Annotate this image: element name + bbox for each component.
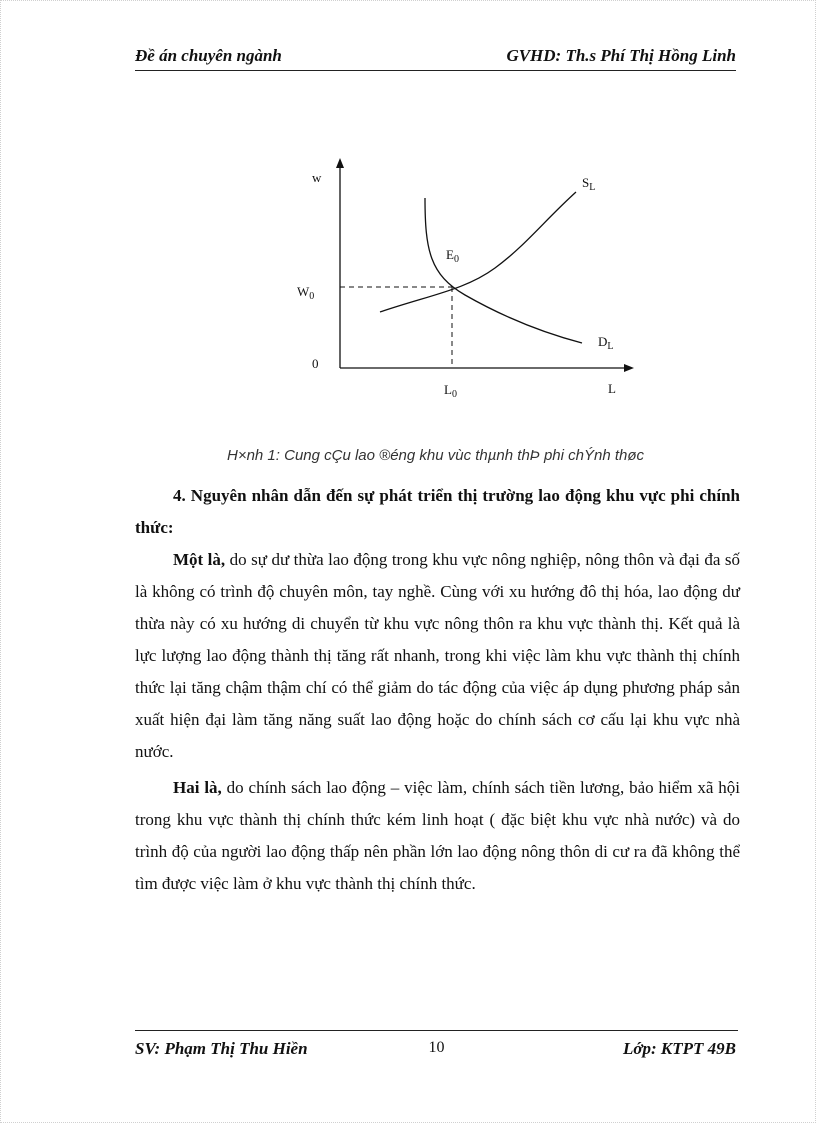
labor-market-diagram [280, 150, 640, 410]
section-heading: 4. Nguyên nhân dẫn đến sự phát triển thị trường lao động khu vực phi chính thức: [135, 486, 740, 537]
equilibrium-label: $E_0$ [446, 247, 459, 265]
paragraph-1-lead: Một là, [173, 550, 226, 569]
header-right: GVHD: Th.s Phí Thị Hồng Linh [506, 46, 736, 65]
origin-label: 0 [312, 356, 319, 371]
labor-equilibrium-label: $L_0$ [444, 382, 457, 400]
paragraph-2-lead: Hai là, [173, 778, 222, 797]
wage-label: $W_0$ [297, 284, 315, 302]
footer-class: Lớp: KTPT 49B [623, 1039, 736, 1058]
footer-student: SV: Phạm Thị Thu Hiền [135, 1039, 308, 1058]
page-header [135, 40, 736, 71]
demand-curve [425, 198, 582, 343]
header-left: Đề án chuyên ngành [135, 46, 282, 65]
y-axis-label: w [312, 170, 322, 185]
y-axis-arrow [336, 158, 344, 168]
supply-label: $S_L$ [582, 175, 596, 193]
body-text [135, 480, 740, 904]
paragraph-2-text: do chính sách lao động – việc làm, chính sách tiền lương, bảo hiểm xã hội trong khu vực thành thị chính thức kém linh hoạt ( đặc biệt khu vực nhà nước) và do trình độ của người lao động thấp nên phần lớn lao động nông thôn di cư ra đã không thể tìm được việc làm ở khu vực thành thị chính thức. [135, 778, 741, 893]
page-number: 10 [428, 1039, 445, 1056]
page-footer [135, 1030, 738, 1061]
supply-curve [380, 192, 576, 312]
figure-caption: H×nh 1: Cung cÇu lao ®éng khu vùc thµnh thÞ phi chÝnh thøc [226, 447, 645, 464]
x-axis-arrow [624, 364, 634, 372]
demand-label: $D_L$ [598, 334, 614, 352]
paragraph-1 [135, 544, 740, 768]
x-axis-label: L [608, 381, 616, 396]
paragraph-1-text: do sự dư thừa lao động trong khu vực nông nghiệp, nông thôn và đại đa số là không có trình độ chuyên môn, tay nghề. Cùng với xu hướng đô thị hóa, lao động dư thừa này có xu hướng di chuyển từ khu vực nông thôn ra khu vực thành thị. Kết quả là lực lượng lao động thành thị tăng rất nhanh, trong khi việc làm khu vực thành thị chính thức lại tăng chậm thậm chí có thể giảm do tác động của việc áp dụng phương pháp sản xuất hiện đại làm tăng năng suất lao động hoặc do chính sách cơ cấu lại khu vực nhà nước. [135, 550, 741, 761]
paragraph-2 [135, 772, 740, 900]
